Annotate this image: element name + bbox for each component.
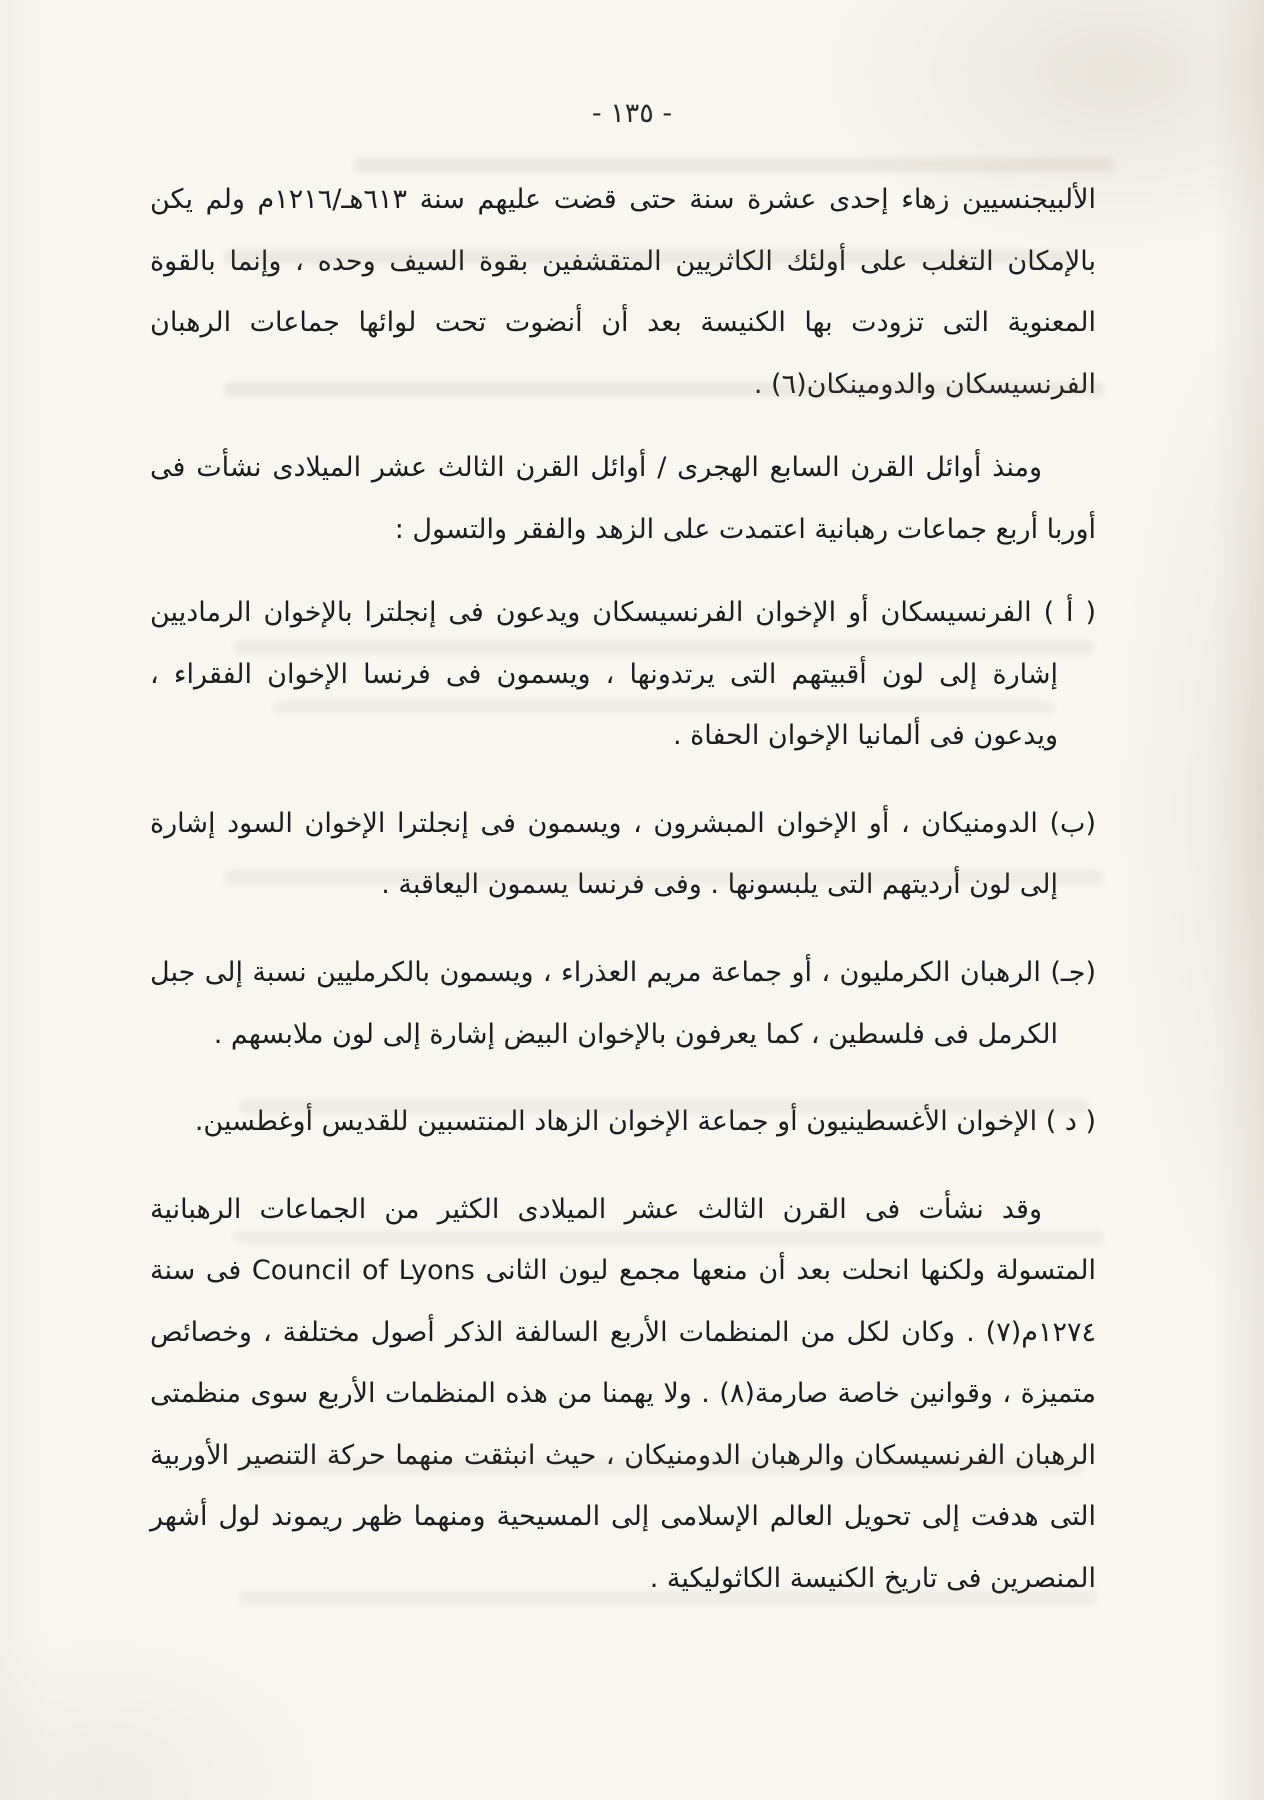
page-body (0, 129, 1264, 1609)
paragraph-albigensians-continuation: الألبيجنسيين زهاء إحدى عشرة سنة حتى قضت عليهم سنة ٦١٣هـ/١٢١٦م ولم يكن بالإمكان التغلب على أولئك الكاثريين المتقشفين بقوة السيف وحده ، وإنما بالقوة المعنوية التى تزودت بها الكنيسة بعد أن أنضوت تحت لوائها جماعات الرهبان الفرنسيسكان والدومينكان(٦) . (150, 184, 1096, 400)
list-item-dominicans: (ب) الدومنيكان ، أو الإخوان المبشرون ، ويسمون فى إنجلترا الإخوان السود إشارة إلى لون أرديتهم التى يلبسونها . وفى فرنسا يسمون اليعاقبة . (150, 807, 1096, 901)
paragraph-four-orders-intro: ومنذ أوائل القرن السابع الهجرى / أوائل القرن الثالث عشر الميلادى نشأت فى أوربا أربع جماعات رهبانية اعتمدت على الزهد والفقر والتسول : (150, 452, 1096, 545)
list-item-franciscans: ( أ ) الفرنسيسكان أو الإخوان الفرنسيسكان ويدعون فى إنجلترا بالإخوان الرماديين إشارة إلى لون أقبيتهم التى يرتدونها ، ويسمون فى فرنسا الإخوان الفقراء ، ويدعون فى ألمانيا الإخوان الحفاة . (150, 597, 1096, 752)
list-item-augustinians: ( د ) الإخوان الأغسطينيون أو جماعة الإخوان الزهاد المنتسبين للقديس أوغطسين. (194, 1106, 1096, 1138)
page-number: - ١٣٥ - (591, 98, 673, 129)
list-item-carmelites: (جـ) الرهبان الكرمليون ، أو جماعة مريم العذراء ، ويسمون بالكرمليين نسبة إلى جبل الكرمل فى فلسطين ، كما يعرفون بالإخوان البيض إشارة إلى لون ملابسهم . (150, 957, 1096, 1050)
paragraph-council-of-lyons: وقد نشأت فى القرن الثالث عشر الميلادى الكثير من الجماعات الرهبانية المتسولة ولكنها انحلت بعد أن منعها مجمع ليون الثانى Council of Lyons فى سنة ١٢٧٤م(٧) . وكان لكل من المنظمات الأربع السالفة الذكر أصول مختلفة ، وخصائص متميزة ، وقوانين خاصة صارمة(٨) . ولا يهمنا من هذه المنظمات الأربع سوى منظمتى الرهبان الفرنسيسكان والرهبان الدومنيكان ، حيث انبثقت منهما حركة التنصير الأوربية التى هدفت إلى تحويل العالم الإسلامى إلى المسيحية ومنهما ظهر ريموند لول أشهر المنصرين فى تاريخ الكنيسة الكاثوليكية . (150, 1193, 1097, 1594)
